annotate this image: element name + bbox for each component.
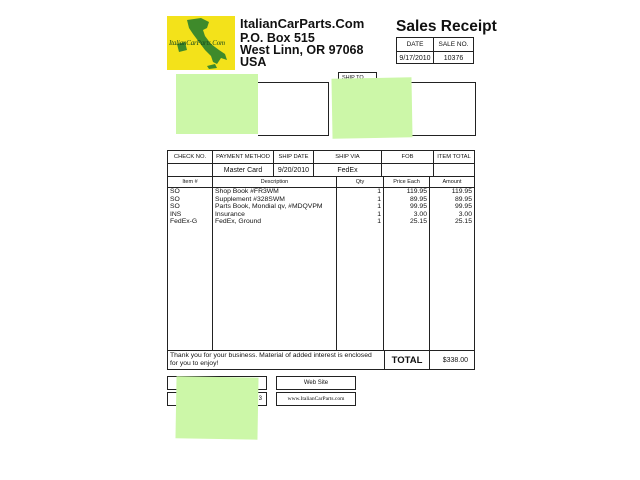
web-site-label: Web Site <box>276 376 356 390</box>
total-label: TOTAL <box>384 351 430 370</box>
order-info-cell: FOB <box>382 151 434 176</box>
order-info-cell: PAYMENT METHOD Master Card <box>213 151 274 176</box>
order-info-row <box>168 151 474 177</box>
contact-box-text: 3 <box>258 396 262 402</box>
company-logo <box>167 16 235 70</box>
redaction-sticky-note <box>175 376 258 439</box>
sale-no-value: 10376 <box>443 55 464 62</box>
item-cell: INS <box>170 210 182 218</box>
amount-cell: 89.95 <box>454 195 472 203</box>
qty-cell: 1 <box>377 210 381 218</box>
address-line-2: West Linn, OR 97068 <box>240 43 364 57</box>
description-cell: Supplement #328SWM <box>215 195 285 203</box>
qty-cell: 1 <box>377 218 381 225</box>
date-value: 9/17/2010 <box>399 55 431 62</box>
receipt-footer <box>168 350 474 370</box>
order-info-cell: SHIP DATE 9/20/2010 <box>274 151 314 176</box>
item-cell: SO <box>170 203 180 210</box>
order-info-cell: CHECK NO. <box>168 151 213 176</box>
order-info-cell: SHIP VIA FedEx <box>314 151 382 176</box>
price-header: Price Each <box>384 177 429 188</box>
receipt-title: Sales Receipt <box>396 18 497 35</box>
item-cell: SO <box>170 188 180 195</box>
bill-to-box <box>258 82 329 136</box>
address-line-1: P.O. Box 515 <box>240 31 315 45</box>
price-cell: 3.00 <box>413 210 427 218</box>
redaction-sticky-note <box>331 77 412 138</box>
thank-you-message: Thank you for your business. Material of added interest is enclosed for you to enjoy! <box>170 352 372 367</box>
receipt-table <box>167 150 475 370</box>
company-address-block <box>240 18 364 68</box>
sale-no-cell <box>434 38 473 63</box>
description-column <box>213 177 337 350</box>
sale-no-label: SALE NO. <box>434 38 473 52</box>
date-label: DATE <box>397 38 433 52</box>
description-cell: FedEx, Ground <box>215 218 262 225</box>
logo-text: ItalianCarParts.Com <box>169 39 225 47</box>
description-cell: Shop Book #FR3WM <box>215 188 279 195</box>
redaction-sticky-note <box>176 74 258 134</box>
item-cell: FedEx-G <box>170 218 198 225</box>
item-header: Item # <box>168 177 212 188</box>
amount-cell: 99.95 <box>454 203 472 210</box>
amount-cell: 119.95 <box>451 188 472 195</box>
date-cell <box>397 38 434 63</box>
company-name: ItalianCarParts.Com <box>240 16 365 31</box>
price-column <box>384 177 430 350</box>
qty-column <box>337 177 384 350</box>
qty-cell: 1 <box>377 203 381 210</box>
description-cell: Parts Book, Mondial qv, #MDQVPM <box>215 203 323 210</box>
line-items-grid <box>168 177 474 350</box>
qty-cell: 1 <box>377 188 381 195</box>
price-cell: 25.15 <box>409 218 427 225</box>
receipt-info-box <box>396 37 474 64</box>
description-header: Description <box>213 177 336 188</box>
item-cell: SO <box>170 195 180 203</box>
price-cell: 99.95 <box>409 203 427 210</box>
amount-cell: 25.15 <box>454 218 472 225</box>
description-cell: Insurance <box>215 210 245 218</box>
order-info-cell: ITEM TOTAL <box>434 151 474 176</box>
web-site-url: www.ItalianCarParts.com <box>276 392 356 406</box>
qty-header: Qty <box>337 177 383 188</box>
qty-cell: 1 <box>377 195 381 203</box>
amount-header: Amount <box>430 177 474 188</box>
address-country: USA <box>240 55 267 69</box>
item-column <box>168 177 213 350</box>
amount-column <box>430 177 474 350</box>
amount-cell: 3.00 <box>458 210 472 218</box>
price-cell: 119.95 <box>406 188 427 195</box>
price-cell: 89.95 <box>409 195 427 203</box>
total-value: $338.00 <box>442 357 468 364</box>
